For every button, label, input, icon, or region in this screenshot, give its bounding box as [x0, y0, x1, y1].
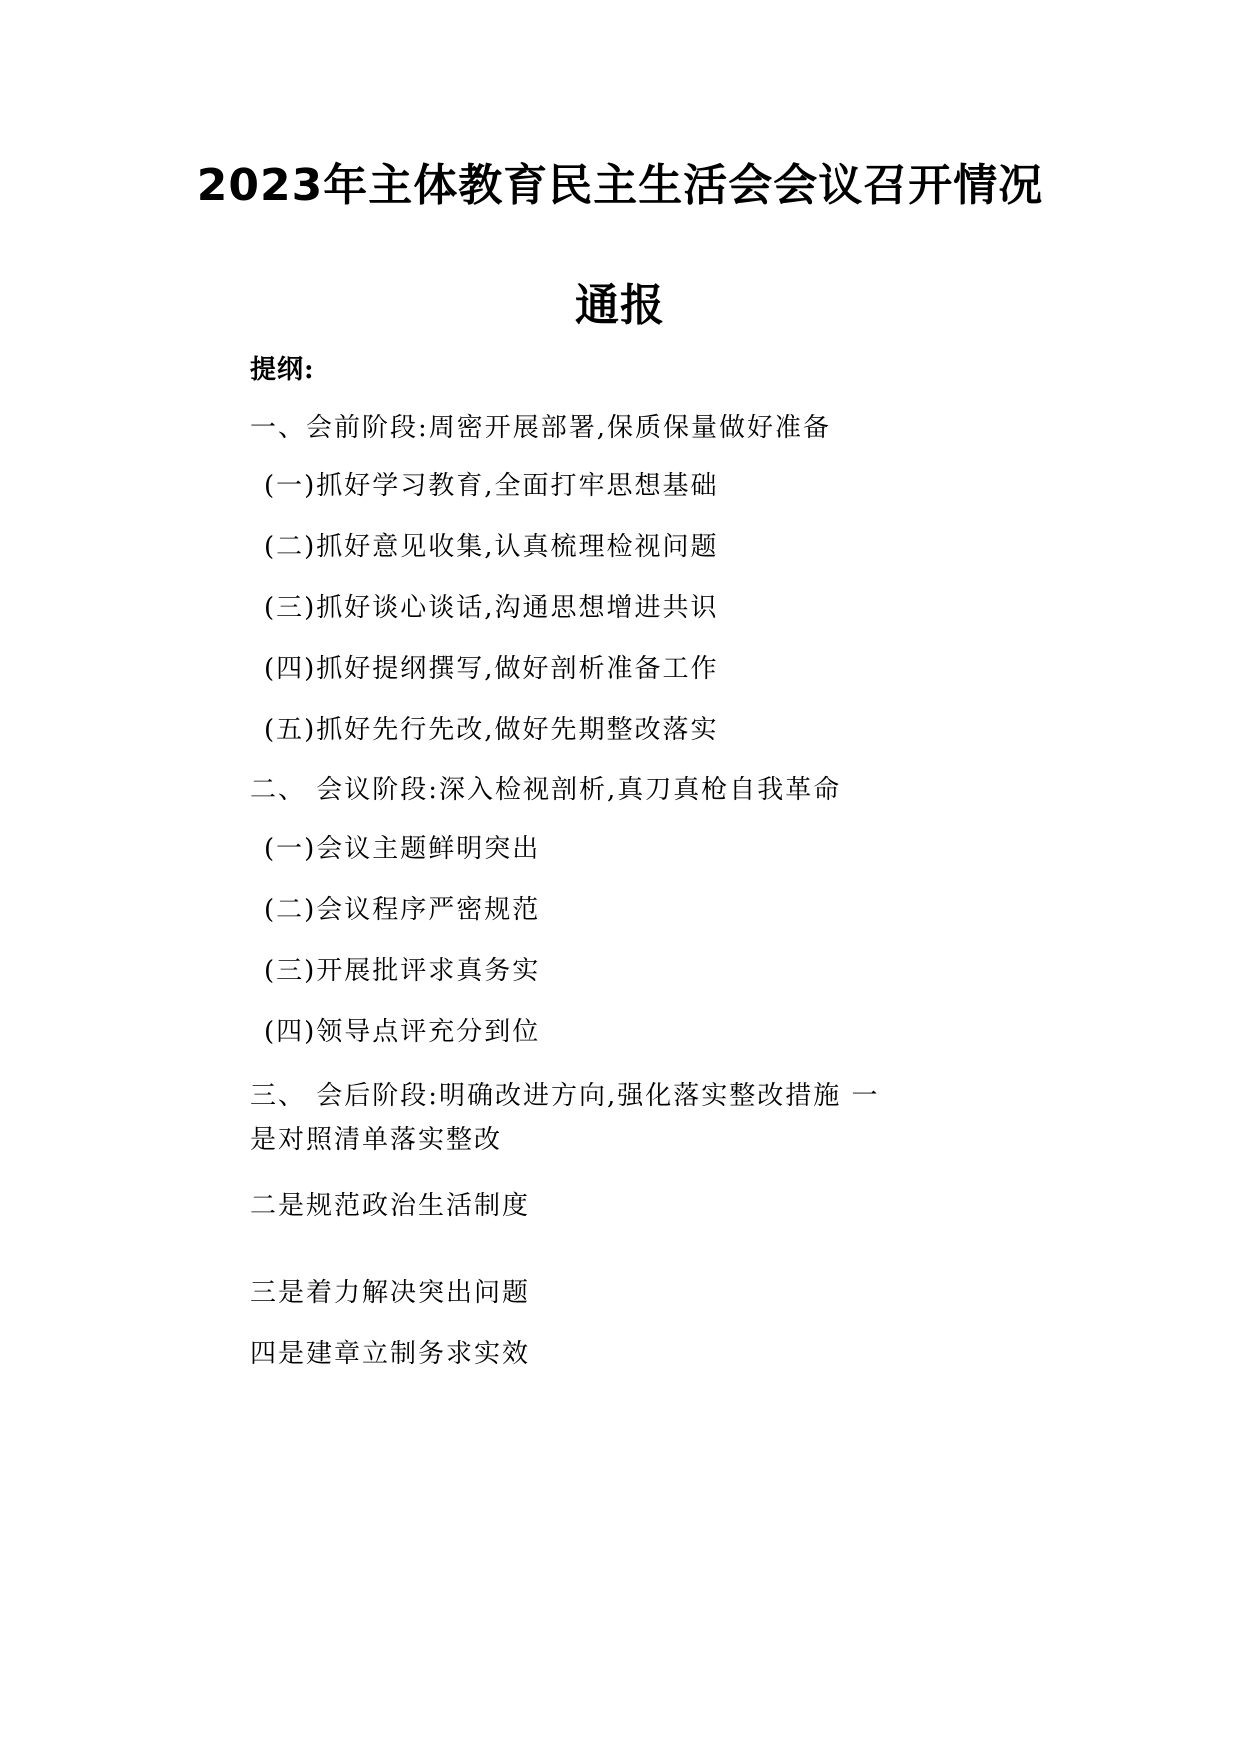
section-2-heading: 二、 会议阶段:深入检视剖析,真刀真枪自我革命	[250, 775, 842, 805]
section-1-item-1: (一)抓好学习教育,全面打牢思想基础	[264, 471, 719, 501]
document-title-line-1: 2023年主体教育民主生活会会议召开情况	[196, 160, 1044, 211]
section-1-item-4: (四)抓好提纲撰写,做好剖析准备工作	[264, 654, 719, 684]
section-2-item-4: (四)领导点评充分到位	[264, 1017, 541, 1047]
document-title-line-2: 通报	[575, 280, 665, 331]
outline-label: 提纲:	[250, 355, 315, 385]
section-3-heading: 三、 会后阶段:明确改进方向,强化落实整改措施 一是对照清单落实整改	[250, 1081, 880, 1155]
section-2-item-3: (三)开展批评求真务实	[264, 956, 541, 986]
section-1-item-3: (三)抓好谈心谈话,沟通思想增进共识	[264, 593, 719, 623]
section-2-item-2: (二)会议程序严密规范	[264, 895, 541, 925]
section-1-item-2: (二)抓好意见收集,认真梳理检视问题	[264, 532, 719, 562]
section-1-heading: 一、会前阶段:周密开展部署,保质保量做好准备	[250, 413, 832, 443]
section-1-item-5: (五)抓好先行先改,做好先期整改落实	[264, 715, 719, 745]
section-3-item-4: 四是建章立制务求实效	[250, 1339, 531, 1369]
section-3-item-3: 三是着力解决突出问题	[250, 1278, 531, 1308]
section-2-item-1: (一)会议主题鲜明突出	[264, 834, 541, 864]
section-3-item-2: 二是规范政治生活制度	[250, 1191, 531, 1221]
